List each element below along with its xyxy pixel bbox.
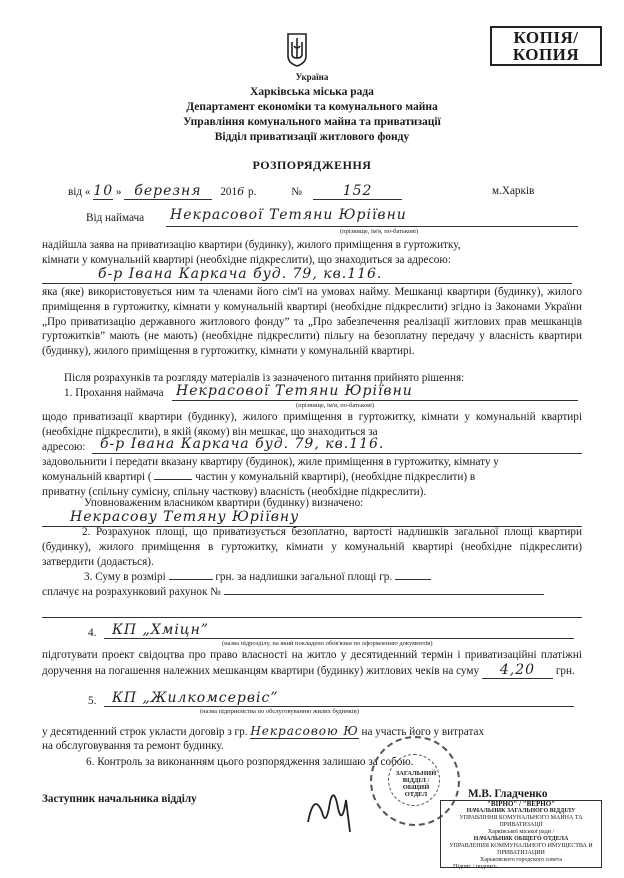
signature-icon bbox=[300, 782, 370, 838]
item1-address: б-р Івана Каркача буд. 79, кв.116. bbox=[100, 436, 385, 452]
copy-stamp-line1: КОПІЯ/ bbox=[513, 28, 579, 47]
date-day: 10 bbox=[93, 183, 114, 199]
item5-text1b: на участь його у витратах bbox=[361, 726, 485, 738]
country-label: Україна bbox=[295, 72, 329, 82]
date-quote-label: » bbox=[115, 186, 122, 198]
date-year-prefix: 201 bbox=[220, 186, 238, 198]
item1-parts-blank bbox=[154, 479, 192, 480]
department-title: Департамент економіки та комунального майна bbox=[186, 101, 438, 113]
directorate-title: Управління комунального майна та приватизації bbox=[183, 116, 441, 128]
item1-text4: приватну (спільну сумісну, спільну часткову) власність (необхідне підкреслити). bbox=[42, 486, 427, 498]
item1-text3a: комунальній квартирі ( bbox=[42, 471, 152, 483]
council-title: Харківська міська рада bbox=[250, 86, 374, 98]
item3-account-blank bbox=[224, 594, 544, 595]
p1-address: б-р Івана Каркача буд. 79, кв.116. bbox=[98, 266, 383, 282]
verify-l1: НАЧАЛЬНИК ЗАГАЛЬНОГО ВІДДІЛУ bbox=[466, 808, 576, 814]
document-number: 152 bbox=[313, 183, 403, 200]
item4-currency: грн. bbox=[555, 664, 575, 677]
item2-text: 2. Розрахунок площі, що приватизується безоплатно, вартості надлишків загальної площі квартири (будинку), жилого приміщення в гуртожитку, кімнати у комунальній квартирі (необхідне підкреслити) затвердити (додається). bbox=[42, 526, 582, 568]
verification-stamp bbox=[440, 800, 602, 868]
coat-of-arms-icon bbox=[286, 32, 308, 68]
tenant-name: Некрасової Тетяни Юріївни bbox=[170, 207, 407, 223]
round-stamp-text: ЗАГАЛЬНИЙ ВІДДІЛ / ОБЩИЙ ОТДЕЛ bbox=[395, 770, 437, 798]
item3-line1 bbox=[84, 570, 584, 585]
date-month: березня bbox=[124, 183, 211, 200]
verify-l2: УПРАВЛІННЯ КОМУНАЛЬНОГО МАЙНА ТА ПРИВАТИЗАЦІЇ bbox=[459, 815, 583, 828]
p1-text3: яка (яке) використовується ним та членами його сім'ї на умовах найму. Мешканці квартири (будинку), жилого приміщення в гуртожитку, кімнати у комунальній квартирі (необхідне підкреслити) згідно із Законами України „Про приватизацію державного житлового фонду” та „Про забезпечення реалізації житлових прав мешканців гуртожитків” мають (не мають) (необхідне підкреслити) пільгу на безоплатну передачу у власність квартири (будинку), жилого приміщення в гуртожитку, кімнати у комунальній квартирі. bbox=[42, 286, 582, 358]
item5-value: КП „Жилкомсервіс” bbox=[112, 690, 279, 706]
item1-text3b: частин у комунальній квартирі), (необхідне підкреслити) в bbox=[195, 471, 476, 483]
verify-l4: НАЧАЛЬНИК ОБЩЕГО ОТДЕЛА bbox=[473, 836, 569, 842]
item1-owner-label: Уповноваженим власником квартири (будинку) визначено: bbox=[84, 497, 364, 509]
p1-text2: кімнати у комунальній квартирі (необхідне підкреслити), що знаходиться за адресою: bbox=[42, 254, 451, 266]
division-title: Відділ приватизації житлового фонду bbox=[214, 131, 410, 143]
verify-l5: УПРАВЛЕНИЯ КОММУНАЛЬНОГО ИМУЩЕСТВА И ПРИВАТИЗАЦИИ bbox=[449, 843, 593, 856]
item3-name-blank bbox=[395, 579, 431, 580]
item1-text3 bbox=[42, 470, 587, 485]
item4-text-body: підготувати проект свідоцтва про право власності на житло у десятиденний термін і приватизаційні платіжні доручення на погашення належних мешканцям квартири (будинку) житлових чеків на суму bbox=[42, 649, 582, 677]
item3-blank-line bbox=[42, 617, 582, 618]
item1-owner-name: Некрасову Тетяну Юріївну bbox=[70, 509, 300, 525]
item3-line2 bbox=[42, 585, 582, 600]
verify-l7: Підпис / подпись bbox=[453, 864, 497, 870]
address-underline bbox=[42, 283, 572, 284]
verify-l6: Харьковского городского совета bbox=[480, 857, 562, 863]
item5-line1 bbox=[42, 724, 587, 740]
verify-l3: Харківської міської ради / bbox=[487, 829, 555, 835]
copy-stamp bbox=[490, 26, 602, 66]
item4-text bbox=[42, 648, 582, 679]
item4-sum: 4,20 bbox=[482, 662, 553, 679]
city-label: м.Харків bbox=[492, 185, 535, 197]
document-type: РОЗПОРЯДЖЕННЯ bbox=[252, 158, 372, 172]
copy-stamp-line2: КОПИЯ bbox=[512, 45, 580, 64]
item1-address-underline bbox=[92, 453, 582, 454]
date-year-suffix: р. bbox=[245, 186, 257, 198]
item5-num: 5. bbox=[88, 695, 97, 707]
item5-text2: на обслуговування та ремонт будинку. bbox=[42, 740, 224, 752]
number-label: № bbox=[291, 186, 302, 198]
item5-underline bbox=[104, 706, 574, 707]
tenant-underline bbox=[166, 226, 578, 227]
item4-underline bbox=[104, 638, 574, 639]
verify-title: "ВІРНО" / "ВЕРНО" bbox=[486, 800, 556, 808]
item3-text1a: 3. Суму в розмірі bbox=[84, 571, 166, 583]
item3-amount-blank bbox=[169, 579, 213, 580]
item3-text1b: грн. за надлишки загальної площі гр. bbox=[215, 571, 393, 583]
item4-value: КП „Хміцн” bbox=[112, 622, 209, 638]
date-line bbox=[68, 184, 568, 200]
item1-name: Некрасової Тетяни Юріївни bbox=[176, 383, 413, 399]
signature-name: М.В. Гладченко bbox=[468, 788, 548, 800]
item6-text: 6. Контроль за виконанням цього розпорядження залишаю за собою. bbox=[86, 756, 414, 768]
item1-address-label: адресою: bbox=[42, 441, 86, 453]
item4-caption: (назва підрозділу, на який покладено обов'язки по оформленню документів) bbox=[222, 640, 433, 647]
tenant-label: Від наймача bbox=[86, 212, 145, 224]
item5-signer: Некрасовою Ю bbox=[250, 724, 359, 738]
item1-label: 1. Прохання наймача bbox=[64, 387, 164, 399]
item5-text1a: у десятиденний строк укласти договір з гр. bbox=[42, 726, 248, 738]
item5-caption: (назва підприємства по обслуговуванню жилих будинків) bbox=[200, 708, 359, 715]
item1-text2: задовольнити і передати вказану квартиру (будинок), жиле приміщення в гуртожитку, кімнату у bbox=[42, 456, 499, 468]
item4-num: 4. bbox=[88, 627, 97, 639]
tenant-caption: (прізвище, ім'я, по-батькові) bbox=[340, 228, 419, 235]
item1-text1: щодо приватизації квартири (будинку), жилого приміщення в гуртожитку, кімнати у комунальній квартирі (необхідне підкреслити), в якій (якому) він мешкає, що знаходиться за bbox=[42, 411, 582, 438]
p1-text1: надійшла заява на приватизацію квартири (будинку), жилого приміщення в гуртожитку, bbox=[42, 239, 461, 251]
signature-position: Заступник начальника відділу bbox=[42, 793, 197, 805]
item3-text2: сплачує на розрахунковий рахунок № bbox=[42, 586, 221, 598]
date-year-digit: 6 bbox=[237, 185, 246, 198]
item1-caption: (прізвище, ім'я, по-батькові) bbox=[296, 402, 375, 409]
p1-text4: Після розрахунків та розгляду матеріалів із зазначеного питання прийнято рішення: bbox=[64, 372, 465, 384]
date-from-label: від « bbox=[68, 186, 91, 198]
tenant-line bbox=[86, 211, 144, 226]
item1-name-underline bbox=[172, 400, 578, 401]
